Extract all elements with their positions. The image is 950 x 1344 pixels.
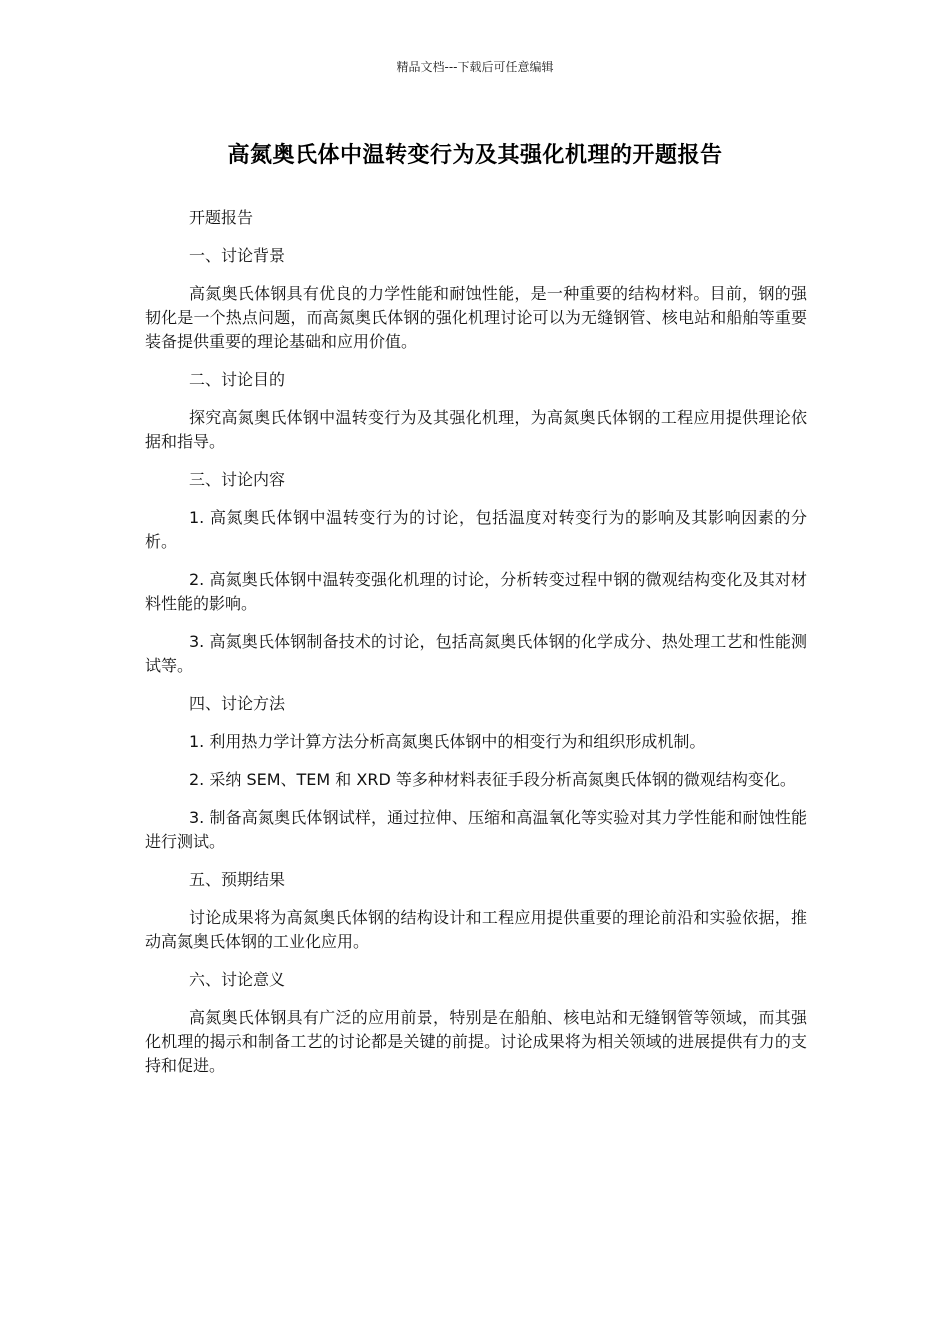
document-body bbox=[145, 206, 807, 1092]
section-heading-expected-results: 五、预期结果 bbox=[189, 870, 286, 889]
paragraph-purpose: 探究高氮奥氏体钢中温转变行为及其强化机理，为高氮奥氏体钢的工程应用提供理论依据和指导。 bbox=[145, 408, 807, 451]
section-heading-purpose: 二、讨论目的 bbox=[189, 370, 286, 389]
list-item-content-3: 3. 高氮奥氏体钢制备技术的讨论，包括高氮奥氏体钢的化学成分、热处理工艺和性能测试等。 bbox=[145, 632, 807, 675]
document-title: 高氮奥氏体中温转变行为及其强化机理的开题报告 bbox=[227, 143, 723, 168]
list-item-method-1: 1. 利用热力学计算方法分析高氮奥氏体钢中的相变行为和组织形成机制。 bbox=[189, 732, 706, 751]
list-item-method-3: 3. 制备高氮奥氏体钢试样，通过拉伸、压缩和高温氧化等实验对其力学性能和耐蚀性能进行测试。 bbox=[145, 808, 807, 851]
list-item-content-1: 1. 高氮奥氏体钢中温转变行为的讨论，包括温度对转变行为的影响及其影响因素的分析。 bbox=[145, 508, 807, 551]
paragraph-significance: 高氮奥氏体钢具有广泛的应用前景，特别是在船舶、核电站和无缝钢管等领域，而其强化机理的揭示和制备工艺的讨论都是关键的前提。讨论成果将为相关领域的进展提供有力的支持和促进。 bbox=[145, 1008, 807, 1075]
section-heading-content: 三、讨论内容 bbox=[189, 470, 286, 489]
section-label-report: 开题报告 bbox=[189, 208, 254, 227]
list-item-method-2: 2. 采纳 SEM、TEM 和 XRD 等多种材料表征手段分析高氮奥氏体钢的微观结构变化。 bbox=[189, 770, 796, 789]
list-item-content-2: 2. 高氮奥氏体钢中温转变强化机理的讨论，分析转变过程中钢的微观结构变化及其对材料性能的影响。 bbox=[145, 570, 807, 613]
section-heading-significance: 六、讨论意义 bbox=[189, 970, 286, 989]
running-header: 精品文档---下载后可任意编辑 bbox=[396, 60, 554, 74]
paragraph-expected-results: 讨论成果将为高氮奥氏体钢的结构设计和工程应用提供重要的理论前沿和实验依据，推动高氮奥氏体钢的工业化应用。 bbox=[145, 908, 807, 951]
section-heading-methods: 四、讨论方法 bbox=[189, 694, 286, 713]
paragraph-background: 高氮奥氏体钢具有优良的力学性能和耐蚀性能，是一种重要的结构材料。目前，钢的强韧化是一个热点问题，而高氮奥氏体钢的强化机理讨论可以为无缝钢管、核电站和船舶等重要装备提供重要的理论基础和应用价值。 bbox=[145, 284, 807, 351]
section-heading-background: 一、讨论背景 bbox=[189, 246, 286, 265]
